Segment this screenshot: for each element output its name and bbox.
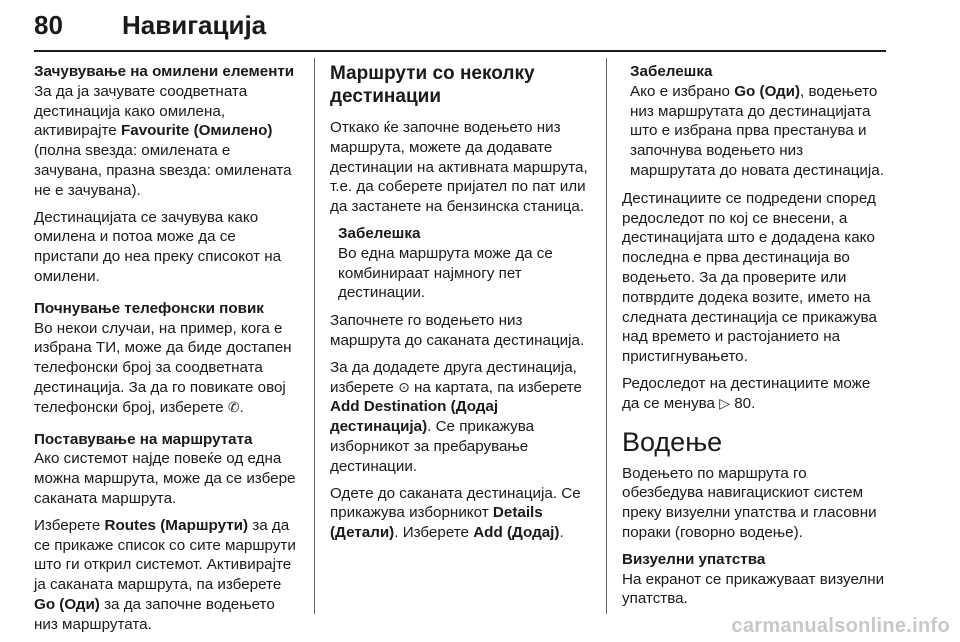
section-heading-route-setting: Поставување на маршрутата xyxy=(34,430,253,448)
text: за да започне водењето низ маршрутата. xyxy=(34,595,275,633)
section-heading-favourites: Зачувување на омилени елементи xyxy=(34,63,295,80)
watermark: carmanualsonline.info xyxy=(731,615,950,637)
paragraph-guidance: Водењето по маршрута го обезбедува навигацискиот систем преку визуелни упатства и гласовни пораки (говорно водење). xyxy=(622,464,877,541)
menu-term-add-destination: Add Destination (Додај дестинација) xyxy=(330,398,499,436)
text: за да се прикаже список со сите маршрути што ги открил системот. Активирајте ја саканата маршрута, па изберете xyxy=(34,516,296,594)
phone-icon: ✆ xyxy=(227,398,240,415)
paragraph-visual: На екранот се прикажуваат визуелни упатства. xyxy=(622,570,885,608)
menu-term-routes: Routes (Маршрути) xyxy=(104,516,249,534)
note-text xyxy=(630,82,890,181)
text: на картата, па изберете xyxy=(409,378,582,396)
text: За да додадете друга дестинација, изберете xyxy=(330,358,577,396)
menu-term-favourite: Favourite (Омилено) xyxy=(120,122,273,140)
text: . Изберете xyxy=(394,524,474,542)
header-rule xyxy=(34,50,886,52)
page-reference-arrow-icon: ▷ xyxy=(719,394,731,411)
note-text: Во една маршрута може да се комбинираат најмногу пет дестинации. xyxy=(338,244,553,302)
paragraph-multi-3 xyxy=(330,358,592,477)
column-divider-1 xyxy=(314,58,315,614)
paragraph-phone-call xyxy=(34,319,300,418)
note-box xyxy=(338,224,592,303)
paragraph-route-1: Ако системот најде повеќе од една можна маршрута, може да се избере саканата маршрута. xyxy=(34,450,296,507)
paragraph-order-2 xyxy=(622,374,890,414)
paragraph-multi-2: Започнете го водењето низ маршрута до саканата дестинација. xyxy=(330,312,585,349)
section-heading-phone-call: Почнување телефонски повик xyxy=(34,299,264,317)
column-divider-2 xyxy=(606,58,607,614)
menu-term-go: Go (Оди) xyxy=(734,82,801,100)
column-2 xyxy=(330,62,592,550)
text: . xyxy=(559,524,564,542)
page-reference: 80. xyxy=(730,394,756,412)
note-heading: Забелешка xyxy=(338,224,421,242)
column-3 xyxy=(622,62,890,616)
menu-term-go: Go (Оди) xyxy=(34,595,100,613)
page-number: 80 xyxy=(34,10,63,40)
section-heading-multi-destination: Маршрути со неколку дестинации xyxy=(330,63,535,107)
note-box xyxy=(630,62,890,181)
text: . xyxy=(239,398,244,416)
text: Изберете xyxy=(34,516,105,534)
text: Редоследот на дестинациите може да се менува xyxy=(622,374,871,412)
column-1 xyxy=(34,62,300,642)
paragraph-multi-1: Откако ќе започне водењето низ маршрута, можете да додавате дестинации на активната маршрута, т.е. да соберете пријател по пат или да застанете на бензинска станица. xyxy=(330,119,588,216)
page-header xyxy=(34,6,886,52)
paragraph-order-1: Дестинациите се подредени според редоследот по кој се внесени, а дестинацијата што е додадена како последна е прва дестинација во водењето. За да проверите или потврдите додека возите, името на следната дестинација се прикажува над времето и растојанието на пристигнувањето. xyxy=(622,189,877,366)
text: Во некои случаи, на пример, кога е избрана ТИ, може да биде достапен телефонски број за соодветната дестинација. За да го повикате овој телефонски број, изберете xyxy=(34,319,292,416)
paragraph-favourites-2: Дестинацијата се зачувува како омилена и потоа може да се пристапи до неа преку списокот на омилени. xyxy=(34,208,282,285)
chapter-title: Навигација xyxy=(122,10,267,40)
text: Ако е избрано xyxy=(630,82,735,100)
menu-term-add: Add (Додај) xyxy=(473,524,560,542)
paragraph-route-2 xyxy=(34,516,300,635)
paragraph-favourites-1 xyxy=(34,82,300,201)
section-heading-guidance: Водење xyxy=(622,426,723,457)
text: За да ја зачувате соодветната дестинација како омилена, активирајте xyxy=(34,82,248,140)
menu-term-details: Details (Детали) xyxy=(330,504,543,542)
text: Одете до саканата дестинација. Се прикажува изборникот xyxy=(330,484,581,522)
text: . Се прикажува изборникот за пребарување дестинации. xyxy=(330,418,535,475)
target-icon: ⊙ xyxy=(398,378,410,395)
section-heading-visual: Визуелни упатства xyxy=(622,550,766,568)
text: (полна ѕвезда: омилената е зачувана, празна ѕвезда: омилената не е зачувана). xyxy=(34,142,292,199)
text: , водењето низ маршрутата до дестинацијата што е избрана прва престанува и започнува водењето низ маршрутата до новата дестинација. xyxy=(630,82,884,179)
note-heading: Забелешка xyxy=(630,63,713,80)
paragraph-multi-4 xyxy=(330,484,592,543)
